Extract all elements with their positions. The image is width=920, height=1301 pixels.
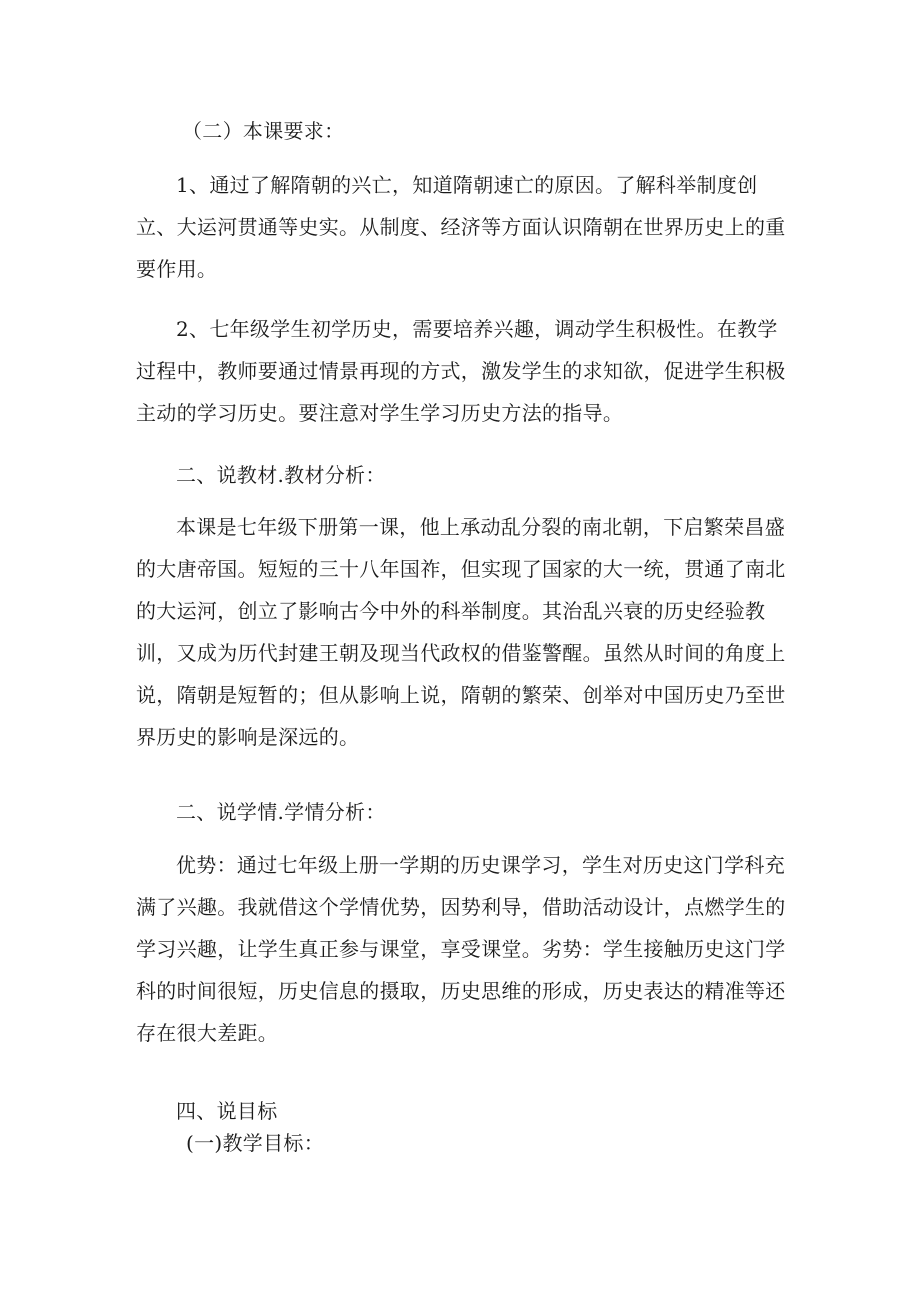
section-heading-course-requirements: （二）本课要求： (182, 119, 345, 143)
section-heading-objectives: 四、说目标 (176, 1099, 278, 1123)
section-heading-students: 二、说学情.学情分析： (176, 800, 386, 824)
paragraph-requirement-1: 1、通过了解隋朝的兴亡，知道隋朝速亡的原因。了解科举制度创立、大运河贯通等史实。从制度、经济等方面认识隋朝在世界历史上的重要作用。 (136, 173, 786, 281)
paragraph-requirement-2: 2、七年级学生初学历史，需要培养兴趣，调动学生积极性。在教学过程中，教师要通过情景再现的方式，激发学生的求知欲，促进学生积极主动的学习历史。要注意对学生学习历史方法的指导。 (136, 317, 786, 425)
paragraph-student-analysis: 优势：通过七年级上册一学期的历史课学习，学生对历史这门学科充满了兴趣。我就借这个学情优势，因势利导，借助活动设计，点燃学生的学习兴趣，让学生真正参与课堂，享受课堂。劣势：学生接触历史这门学科的时间很短，历史信息的摄取，历史思维的形成，历史表达的精准等还存在很大差距。 (136, 853, 786, 1045)
subheading-teaching-objectives: (一)教学目标： (186, 1131, 325, 1155)
paragraph-textbook-analysis: 本课是七年级下册第一课，他上承动乱分裂的南北朝，下启繁荣昌盛的大唐帝国。短短的三十八年国祚，但实现了国家的大一统，贯通了南北的大运河，创立了影响古今中外的科举制度。其治乱兴衰的历史经验教训，又成为历代封建王朝及现当代政权的借鉴警醒。虽然从时间的角度上说，隋朝是短暂的；但从影响上说，隋朝的繁荣、创举对中国历史乃至世界历史的影响是深远的。 (136, 515, 786, 749)
section-heading-textbook: 二、说教材.教材分析： (176, 463, 386, 487)
